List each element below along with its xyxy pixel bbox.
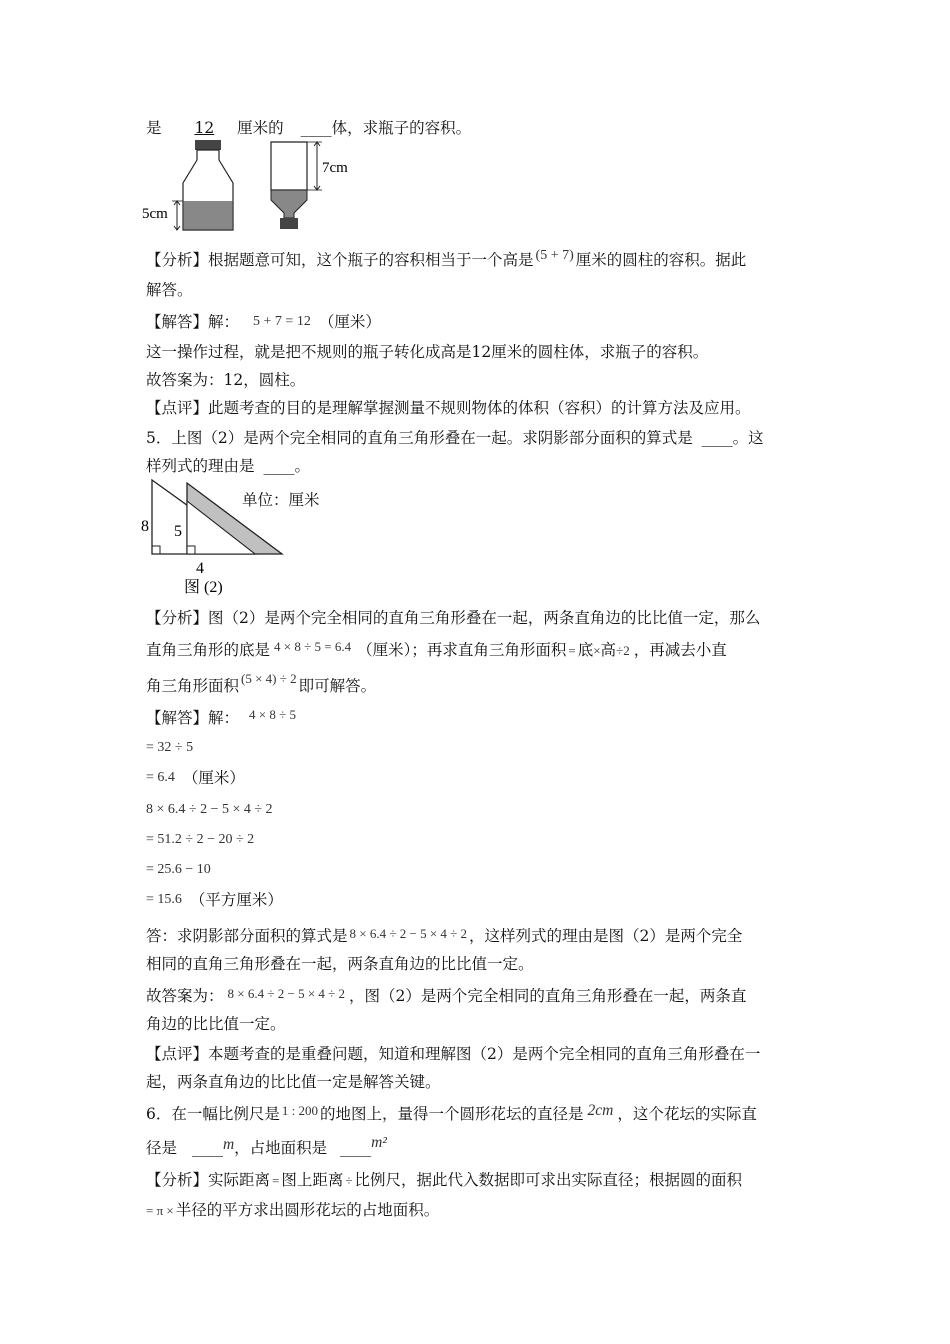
figure-caption: 图 (2) <box>184 579 223 596</box>
q6-question-l1: 6．在一幅比例尺是 $^{1 : 200}$ 的地图上，量得一个圆形花坛的直径是 2cm ，这个花坛的实际直 <box>146 1102 757 1123</box>
q6-analysis-l2: = π × 半径的平方求出圆形花坛的占地面积。 <box>146 1201 440 1219</box>
q4-process: 这一操作过程，就是把不规则的瓶子转化成高是12厘米的圆柱体，求瓶子的容积。 <box>146 343 709 361</box>
q5-comment-l1: 【点评】本题考查的是重叠问题，知道和理解图（2）是两个完全相同的直角三角形叠在一 <box>146 1045 761 1063</box>
q6-question-l2: 径是 ____m，占地面积是 ____m² <box>146 1134 387 1157</box>
right-angle-mark-1 <box>152 546 160 554</box>
label-8: 8 <box>141 518 149 535</box>
analysis-tag: 【分析】 <box>146 1171 209 1189</box>
label-5cm: 5cm <box>142 206 168 222</box>
q4-line-top: 是 12 厘米的 ____体，求瓶子的容积。 <box>146 119 472 137</box>
q5-reply-l1: 答：求阴影部分面积的算式是 8 × 6.4 ÷ 2 − 5 × 4 ÷ 2 ，这样列式的理由是图（2）是两个完全 <box>146 926 743 945</box>
q4-comment: 【点评】此题考查的目的是理解掌握测量不规则物体的体积（容积）的计算方法及应用。 <box>146 399 751 417</box>
label-4: 4 <box>196 560 204 577</box>
q5-analysis-l2: 直角三角形的底是 $^{4 \times 8 \div 5 = 6.4}$ （厘米）；再求直角三角形面积 = 底×高÷2 ，再减去小直 <box>146 639 727 659</box>
q5-comment-l2: 起，两条直角边的比比值一定是解答关键。 <box>146 1073 441 1091</box>
answer-blank-1: 12 <box>194 119 215 137</box>
answer-tag: 【解答】 <box>146 313 209 331</box>
bottle-figure <box>140 138 370 238</box>
answer-blank-6: ____ <box>340 1139 372 1157</box>
q5-reply-l2: 相同的直角三角形叠在一起，两条直角边的比比值一定。 <box>146 955 534 973</box>
q5-question-l1: 5．上图（2）是两个完全相同的直角三角形叠在一起。求阴影部分面积的算式是 ____。这 <box>146 429 764 447</box>
bottle-inverted-water <box>271 190 307 218</box>
answer-tag: 【解答】 <box>146 709 209 727</box>
q5-step-5: = 51.2 ÷ 2 − 20 ÷ 2 <box>146 832 255 847</box>
q5-question-l2: 样列式的理由是 ____。 <box>146 457 310 475</box>
q5-step-7: = 15.6 （平方厘米） <box>146 891 283 909</box>
q5-answer-l1: 【解答】解： $^{4 \times 8 \div 5}$ <box>146 707 296 727</box>
bottle-cap <box>195 140 221 150</box>
analysis-tag: 【分析】 <box>146 251 209 269</box>
q5-final-l2: 角边的比比值一定。 <box>146 1015 286 1033</box>
q5-step-6: = 25.6 − 10 <box>146 862 211 877</box>
q5-step-3: = 6.4 （厘米） <box>146 769 245 787</box>
bottle-inverted-cap <box>280 218 298 229</box>
comment-tag: 【点评】 <box>146 1045 209 1063</box>
q5-analysis-l1: 【分析】图（2）是两个完全相同的直角三角形叠在一起，两条直角边的比比值一定，那么 <box>146 609 761 627</box>
label-7cm: 7cm <box>322 160 348 176</box>
q5-analysis-l3: 角三角形面积 $^{(5 \times 4) \div 2}$ 即可解答。 <box>146 671 377 695</box>
q4-analysis-l1: 【分析】根据题意可知，这个瓶子的容积相当于一个高是 (5 + 7) 厘米的圆柱的容积。据此 <box>146 248 747 269</box>
answer-blank-3: ____ <box>701 429 733 447</box>
bottle-water <box>184 201 233 230</box>
unit-label: 单位：厘米 <box>242 491 320 509</box>
bottle-inverted-body <box>271 142 307 190</box>
q6-analysis-l1: 【分析】实际距离 = 图上距离 ÷ 比例尺，据此代入数据即可求出实际直径；根据圆的面积 <box>146 1171 743 1189</box>
label-5: 5 <box>174 523 182 540</box>
answer-blank-5: ____ <box>191 1139 223 1157</box>
answer-blank-4: ____ <box>263 457 295 475</box>
analysis-tag: 【分析】 <box>146 609 209 627</box>
q5-final-l1: 故答案为： 8 × 6.4 ÷ 2 − 5 × 4 ÷ 2 ，图（2）是两个完全相同的直角三角形叠在一起，两条直 <box>146 986 747 1005</box>
q4-answer: 【解答】解： 5 + 7 = 12 （厘米） <box>146 313 381 331</box>
q4-analysis-l2: 解答。 <box>146 281 193 299</box>
answer-blank-2: ____ <box>300 119 332 137</box>
q5-step-4: 8 × 6.4 ÷ 2 − 5 × 4 ÷ 2 <box>146 802 273 817</box>
q5-step-2: = 32 ÷ 5 <box>146 740 194 755</box>
q4-final: 故答案为：12，圆柱。 <box>146 371 306 389</box>
comment-tag: 【点评】 <box>146 399 209 417</box>
